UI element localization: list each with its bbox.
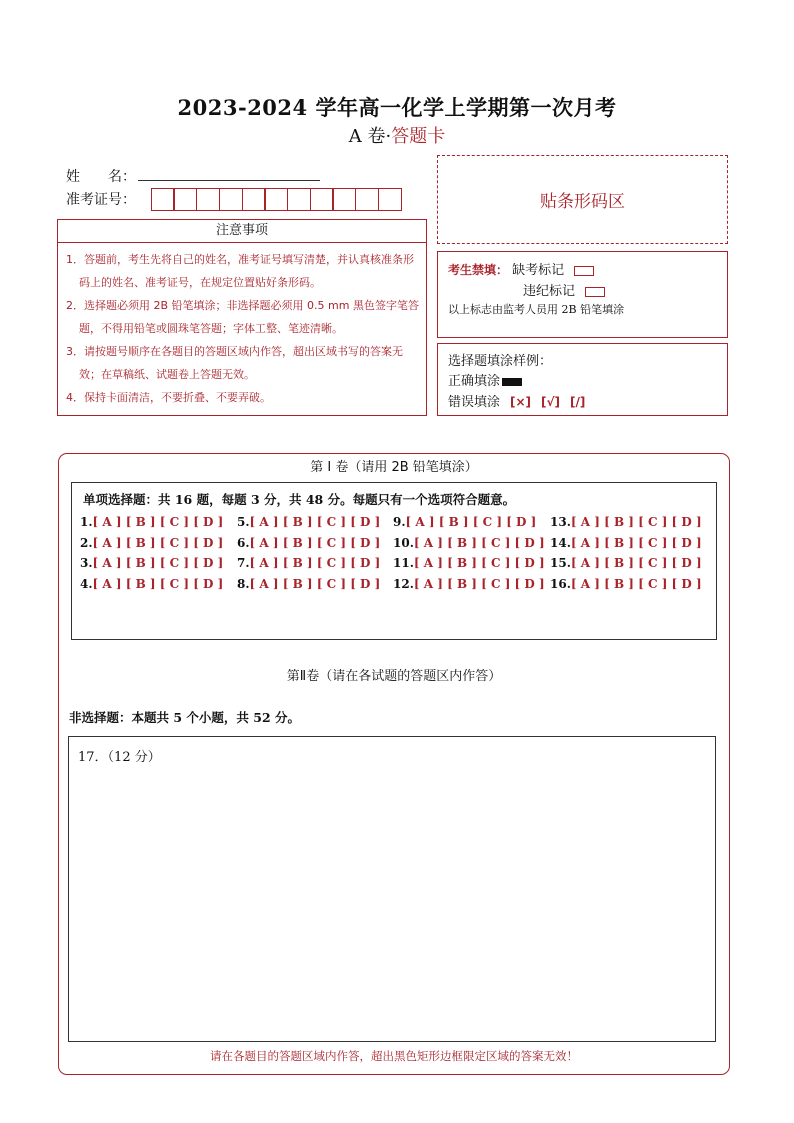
mc-question[interactable]: 15.[ A ] [ B ] [ C ] [ D ] <box>550 556 702 570</box>
violation-mark-label: 违纪标记 <box>523 284 576 299</box>
notice-title: 注意事项 <box>57 219 427 243</box>
mc-question[interactable]: 3.[ A ] [ B ] [ C ] [ D ] <box>80 556 224 570</box>
multiple-choice-instruction: 单项选择题：共 16 题，每题 3 分，共 48 分。每题只有一个选项符合题意。 <box>83 492 516 507</box>
exam-title: 2023-2024 学年高一化学上学期第一次月考 <box>177 95 617 120</box>
forbid-head: 考生禁填： <box>448 263 509 277</box>
mc-question[interactable]: 10.[ A ] [ B ] [ C ] [ D ] <box>393 536 545 550</box>
notice-item: 4．保持卡面清洁，不要折叠、不要弄破。 <box>66 391 271 404</box>
mc-question[interactable]: 5.[ A ] [ B ] [ C ] [ D ] <box>237 515 381 529</box>
wrong-mark: [/] <box>570 395 586 409</box>
mc-question[interactable]: 1.[ A ] [ B ] [ C ] [ D ] <box>80 515 224 529</box>
wrong-fill-label: 错误填涂 <box>448 395 501 410</box>
subtitle-answer-card: 答题卡 <box>391 126 446 147</box>
mc-question[interactable]: 6.[ A ] [ B ] [ C ] [ D ] <box>237 536 381 550</box>
exam-id-cell[interactable] <box>378 188 402 211</box>
exam-id-label: 准考证号： <box>66 192 136 208</box>
forbid-note: 以上标志由监考人员用 2B 铅笔填涂 <box>448 303 625 316</box>
barcode-area: 贴条形码区 <box>437 155 728 244</box>
exam-id-cell[interactable] <box>310 188 334 211</box>
exam-id-cell[interactable] <box>264 188 288 211</box>
exam-id-cell[interactable] <box>196 188 220 211</box>
exam-id-cell[interactable] <box>242 188 266 211</box>
exam-id-cell[interactable] <box>332 188 356 211</box>
notice-item: 3．请按题号顺序在各题目的答题区域内作答，超出区域书写的答案无效；在草稿纸、试题卷上答题无效。 <box>66 345 403 381</box>
examinee-forbidden-box <box>437 251 728 338</box>
name-field[interactable] <box>138 180 320 181</box>
subtitle-prefix: A 卷· <box>348 126 392 147</box>
notice-item: 1．答题前，考生先将自己的姓名，准考证号填写清楚，并认真核准条形码上的姓名、准考证号，在规定位置贴好条形码。 <box>66 253 414 289</box>
sample-title: 选择题填涂样例： <box>448 354 553 369</box>
exam-id-cell[interactable] <box>355 188 379 211</box>
wrong-mark: [×] <box>510 395 532 409</box>
exam-id-cell[interactable] <box>151 188 175 211</box>
mc-question[interactable]: 4.[ A ] [ B ] [ C ] [ D ] <box>80 577 224 591</box>
name-label: 姓 名： <box>66 169 136 185</box>
question-17-label: 17．（12 分） <box>78 750 161 765</box>
answer-card-subtitle <box>0 122 794 148</box>
mc-question[interactable]: 11.[ A ] [ B ] [ C ] [ D ] <box>393 556 545 570</box>
fill-sample-box <box>437 343 728 416</box>
notice-item: 2．选择题必须用 2B 铅笔填涂；非选择题必须用 0.5 mm 黑色签字笔答题，不得用铅笔或圆珠笔答题；字体工整、笔迹清晰。 <box>66 299 419 335</box>
mc-question[interactable]: 16.[ A ] [ B ] [ C ] [ D ] <box>550 577 702 591</box>
exam-id-cell[interactable] <box>173 188 197 211</box>
non-choice-instruction: 非选择题：本题共 5 个小题，共 52 分。 <box>69 710 301 725</box>
absent-mark-box[interactable] <box>574 266 594 276</box>
section-1-title: 第 I 卷（请用 2B 铅笔填涂） <box>310 460 478 475</box>
violation-mark-box[interactable] <box>585 287 605 297</box>
mc-question[interactable]: 9.[ A ] [ B ] [ C ] [ D ] <box>393 515 537 529</box>
mc-question[interactable]: 13.[ A ] [ B ] [ C ] [ D ] <box>550 515 702 529</box>
mc-question[interactable]: 2.[ A ] [ B ] [ C ] [ D ] <box>80 536 224 550</box>
answer-box-q17[interactable] <box>68 736 716 1042</box>
mc-question[interactable]: 12.[ A ] [ B ] [ C ] [ D ] <box>393 577 545 591</box>
mc-question[interactable]: 14.[ A ] [ B ] [ C ] [ D ] <box>550 536 702 550</box>
mc-question[interactable]: 7.[ A ] [ B ] [ C ] [ D ] <box>237 556 381 570</box>
absent-mark-label: 缺考标记 <box>512 263 565 278</box>
section-2-title: 第Ⅱ卷（请在各试题的答题区内作答） <box>286 669 502 684</box>
footer-warning: 请在各题目的答题区域内作答，超出黑色矩形边框限定区域的答案无效！ <box>210 1049 578 1063</box>
correct-fill-example <box>502 378 522 386</box>
exam-id-cell[interactable] <box>219 188 243 211</box>
exam-id-boxes[interactable] <box>152 188 402 211</box>
notice-box <box>57 242 427 416</box>
correct-fill-label: 正确填涂 <box>448 374 501 389</box>
mc-question[interactable]: 8.[ A ] [ B ] [ C ] [ D ] <box>237 577 381 591</box>
exam-id-cell[interactable] <box>287 188 311 211</box>
wrong-mark: [√] <box>541 395 561 409</box>
